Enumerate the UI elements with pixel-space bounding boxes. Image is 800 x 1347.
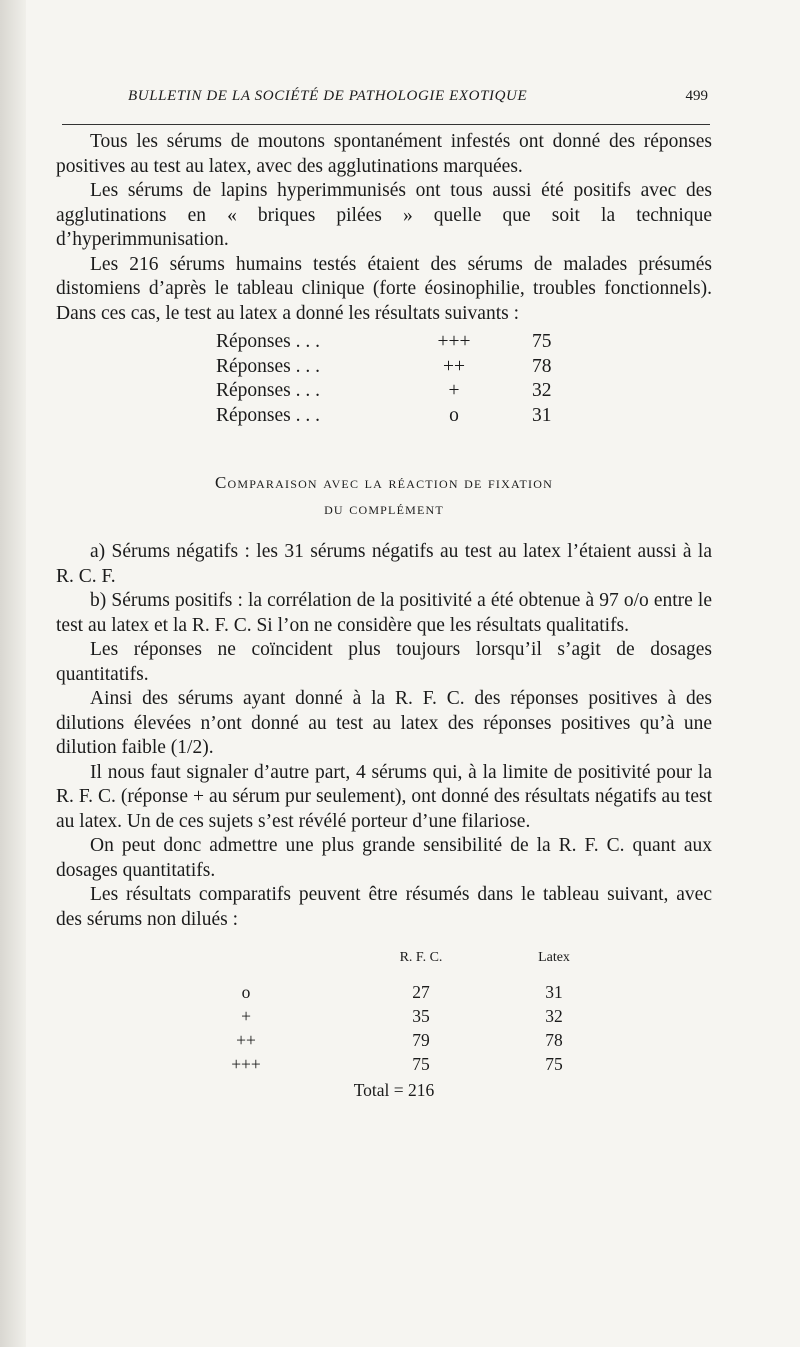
result-label: Réponses . . . <box>216 380 320 401</box>
table-cell-latex: 78 <box>545 1030 563 1050</box>
paragraph: Les réponses ne coïncident plus toujours lorsqu’il s’agit de dosages quantitatifs. <box>56 639 712 685</box>
result-row <box>56 355 712 380</box>
result-label: Réponses . . . <box>216 404 320 426</box>
table-row <box>56 980 712 1004</box>
table-total: Total = 216 <box>353 1080 435 1100</box>
result-sign: o <box>449 404 459 426</box>
result-value: 31 <box>532 404 552 426</box>
paragraph: Les résultats comparatifs peuvent être résumés dans le tableau suivant, avec des sérums non dilués : <box>56 884 712 930</box>
result-sign: ++ <box>443 355 465 377</box>
page-gutter-shadow <box>0 0 26 1347</box>
latex-results-list <box>56 330 712 428</box>
table-cell-sign: + <box>241 1006 251 1026</box>
table-cell-rfc: 27 <box>412 982 430 1002</box>
table-row <box>56 1028 712 1052</box>
table-row <box>56 1052 712 1076</box>
table-cell-rfc: 79 <box>412 1030 430 1050</box>
result-sign: + <box>448 380 460 401</box>
table-cell-rfc: 35 <box>412 1006 430 1026</box>
paragraph: Les sérums de lapins hyperimmunisés ont tous aussi été positifs avec des agglutinations en « briques pilées » quelle que soit la technique d’hyperimmunisation. <box>56 180 712 250</box>
header-rule <box>62 124 710 125</box>
paragraph: Tous les sérums de moutons spontanément infestés ont donné des réponses positives au test au latex, avec des agglutinations marquées. <box>56 131 712 177</box>
table-cell-latex: 31 <box>545 982 563 1002</box>
section-heading-line2: du complément <box>324 499 444 518</box>
table-cell-latex: 75 <box>545 1054 563 1074</box>
result-label: Réponses . . . <box>216 355 320 377</box>
section-heading <box>56 470 712 522</box>
result-value: 32 <box>532 380 552 401</box>
result-label: Réponses . . . <box>216 331 320 352</box>
paragraph: Ainsi des sérums ayant donné à la R. F. C. des réponses positives à des dilutions élevées n’ont donné au test au latex des réponses positives qu’à une dilution faible (1/2). <box>56 688 712 758</box>
paragraph: a) Sérums négatifs : les 31 sérums négatifs au test au latex l’étaient aussi à la R. C. F. <box>56 541 712 587</box>
table-cell-rfc: 75 <box>412 1054 430 1074</box>
table-row <box>56 1004 712 1028</box>
page-body <box>56 130 712 1103</box>
comparison-table <box>56 946 712 1103</box>
section-heading-line1: Comparaison avec la réaction de fixation <box>215 473 553 492</box>
result-row <box>56 330 712 355</box>
result-row <box>56 404 712 429</box>
result-value: 78 <box>532 355 552 377</box>
table-header-row <box>56 946 712 980</box>
paragraph: Il nous faut signaler d’autre part, 4 sérums qui, à la limite de positivité pour la R. F. C. (réponse + au sérum pur seulement), ont donné des résultats négatifs au test au latex. Un de ces sujets s’est révélé porteur d’une filariose. <box>56 761 712 832</box>
paragraph: b) Sérums positifs : la corrélation de la positivité a été obtenue à 97 o/o entre le test au latex et la R. F. C. Si l’on ne considère que les résultats qualitatifs. <box>56 590 712 636</box>
result-sign: +++ <box>437 331 471 352</box>
table-cell-latex: 32 <box>545 1006 563 1026</box>
column-header-rfc: R. F. C. <box>399 950 443 965</box>
result-value: 75 <box>532 331 552 352</box>
table-cell-sign: +++ <box>231 1054 261 1074</box>
table-cell-sign: o <box>241 982 251 1002</box>
column-header-latex: Latex <box>538 950 570 965</box>
result-row <box>56 379 712 404</box>
page-number: 499 <box>685 88 708 104</box>
journal-title: BULLETIN DE LA SOCIÉTÉ DE PATHOLOGIE EXOTIQUE <box>128 88 528 104</box>
paragraph: Les 216 sérums humains testés étaient des sérums de malades présumés distomiens d’après le tableau clinique (forte éosinophilie, troubles fonctionnels). Dans ces cas, le test au latex a donné les résultats suivants : <box>56 253 712 324</box>
paragraph: On peut donc admettre une plus grande sensibilité de la R. F. C. quant aux dosages quantitatifs. <box>56 835 712 881</box>
table-cell-sign: ++ <box>236 1030 256 1050</box>
